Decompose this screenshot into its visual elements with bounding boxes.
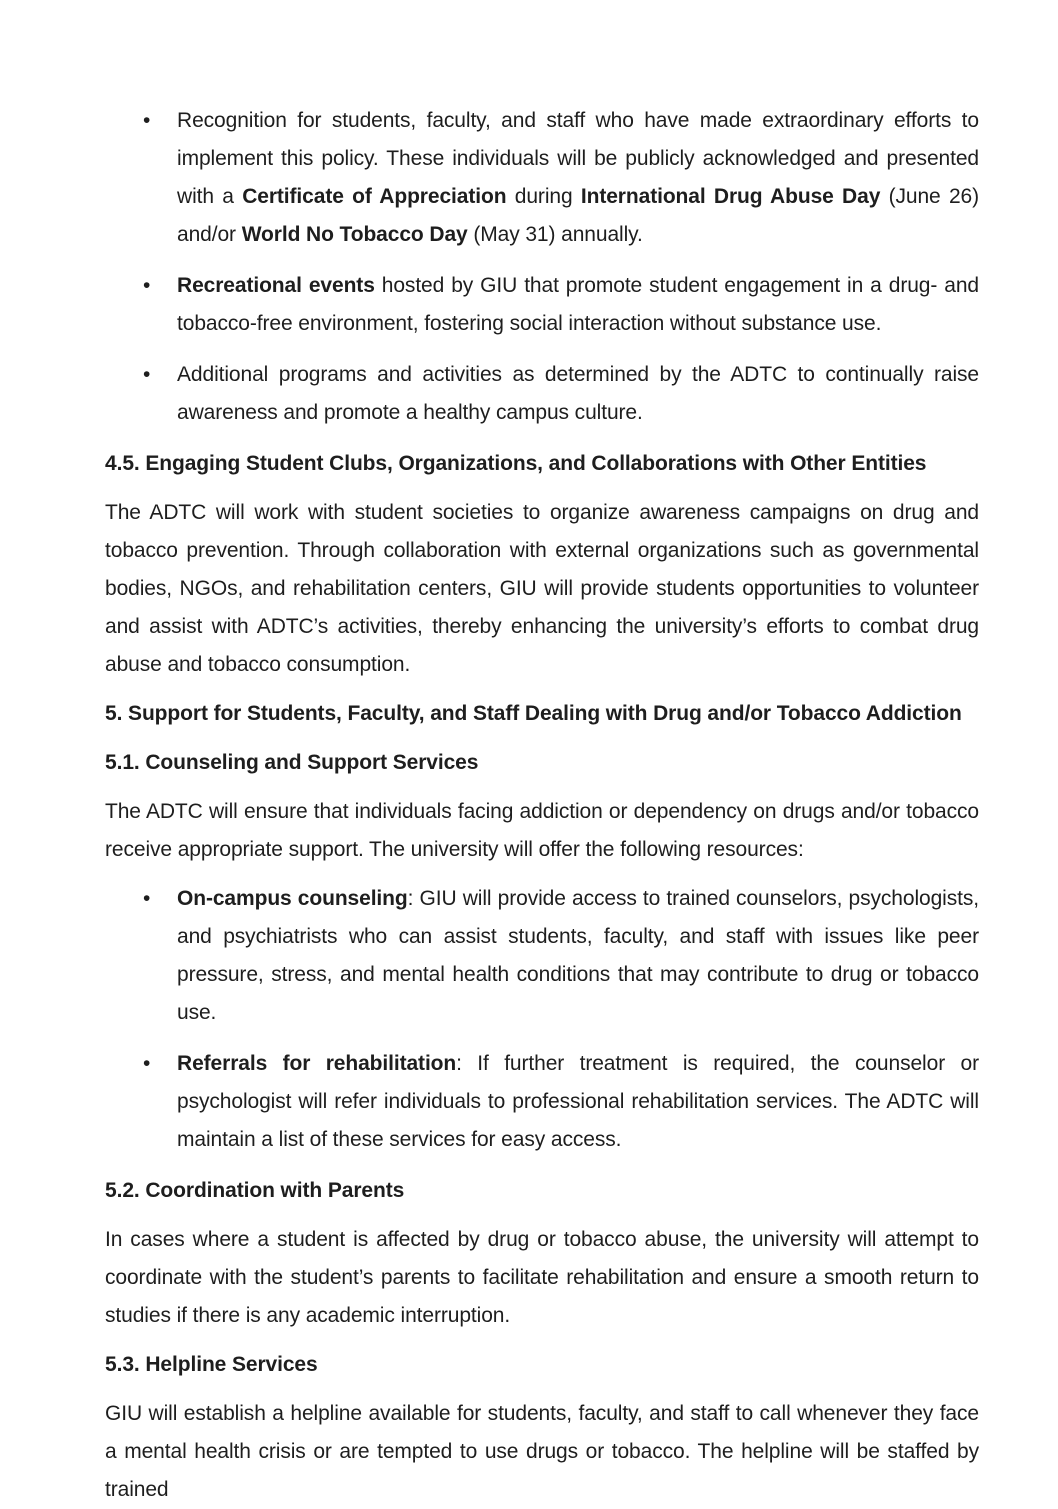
paragraph-5-2: In cases where a student is affected by drug or tobacco abuse, the university will attempt to coordinate with the student’s parents to facilitate rehabilitation and ensure a smooth return to studies if there is any academic interruption.	[105, 1228, 979, 1327]
bullet-list-support	[105, 880, 979, 1159]
text-run: World No Tobacco Day	[241, 223, 468, 246]
text-run: : If further treatment is required, the counselor or psychologist will refer individuals to professional rehabilitation services. The ADTC will maintain a list of these services for easy access.	[177, 1052, 979, 1151]
bullet-marker: •	[143, 109, 151, 132]
list-item-text	[177, 363, 979, 424]
paragraph-4-5: The ADTC will work with student societies to organize awareness campaigns on drug and tobacco prevention. Through collaboration with external organizations such as governmental bodies, NGOs, and rehabilitation centers, GIU will provide students opportunities to volunteer and assist with ADTC’s activities, thereby enhancing the university’s efforts to combat drug abuse and tobacco consumption.	[105, 501, 979, 676]
text-run: Recognition for students, faculty, and staff who have made extraordinary efforts to implement this policy. These individuals will be publicly acknowledged and presented with a	[177, 109, 979, 208]
section-heading-5-1: 5.1. Counseling and Support Services	[105, 751, 479, 774]
text-run: during	[506, 185, 581, 208]
bullet-marker: •	[143, 363, 151, 386]
text-run: Referrals for rehabilitation	[177, 1052, 457, 1075]
list-item	[105, 1045, 979, 1159]
bullet-marker: •	[143, 274, 151, 297]
text-run: Certificate of Appreciation	[242, 185, 507, 208]
list-item-text	[177, 109, 979, 246]
text-run: International Drug Abuse Day	[580, 185, 881, 208]
list-item	[105, 267, 979, 343]
list-item-text	[177, 274, 979, 335]
bullet-marker: •	[143, 1052, 151, 1075]
paragraph-5-3: GIU will establish a helpline available for students, faculty, and staff to call whenever they face a mental health crisis or are tempted to use drugs or tobacco. The helpline will be staffed by trained	[105, 1402, 979, 1501]
paragraph-5-1: The ADTC will ensure that individuals facing addiction or dependency on drugs and/or tobacco receive appropriate support. The university will offer the following resources:	[105, 800, 979, 861]
list-item	[105, 356, 979, 432]
section-heading-5-2: 5.2. Coordination with Parents	[105, 1179, 405, 1202]
section-heading-4-5: 4.5. Engaging Student Clubs, Organizations, and Collaborations with Other Entities	[105, 452, 927, 475]
text-run: hosted by GIU that promote student engagement in a drug- and tobacco-free environment, fostering social interaction without substance use.	[177, 274, 979, 335]
text-run: Additional programs and activities as determined by the ADTC to continually raise awareness and promote a healthy campus culture.	[177, 363, 979, 424]
list-item-text	[177, 887, 979, 1024]
list-item	[105, 880, 979, 1032]
section-heading-5: 5. Support for Students, Faculty, and Staff Dealing with Drug and/or Tobacco Addiction	[105, 702, 962, 725]
text-run: On-campus counseling	[177, 887, 408, 910]
text-run: Recreational events	[177, 274, 375, 297]
list-item-text	[177, 1052, 979, 1151]
text-run: : GIU will provide access to trained counselors, psychologists, and psychiatrists who can assist students, faculty, and staff with issues like peer pressure, stress, and mental health conditions that may contribute to drug or tobacco use.	[177, 887, 980, 1024]
section-heading-5-3: 5.3. Helpline Services	[105, 1353, 318, 1376]
list-item	[105, 102, 979, 254]
bullet-marker: •	[143, 887, 151, 910]
bullet-list-recognition	[105, 102, 979, 432]
text-run: (June 26) and/or	[177, 185, 980, 246]
text-run: (May 31) annually.	[467, 223, 643, 246]
